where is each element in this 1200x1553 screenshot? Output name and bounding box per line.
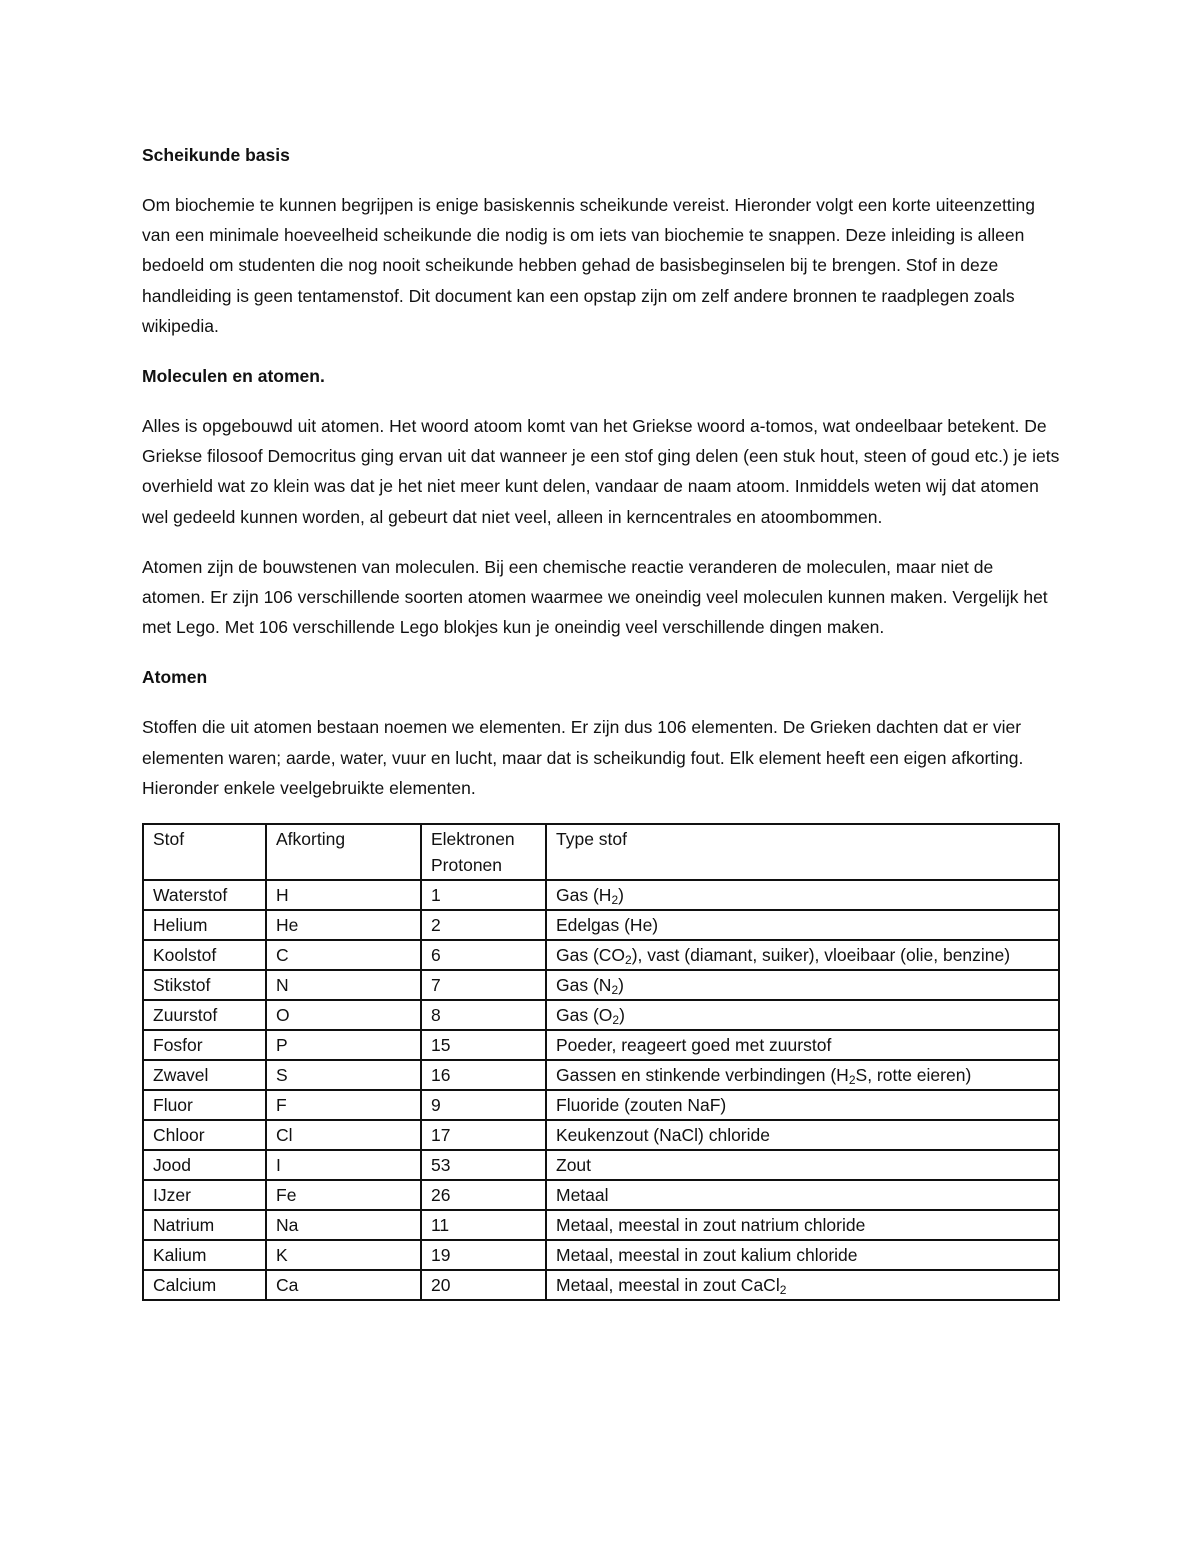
cell-nummer: 9 <box>421 1090 546 1120</box>
cell-afkorting: N <box>266 970 421 1000</box>
cell-stof: Chloor <box>143 1120 266 1150</box>
cell-stof: Kalium <box>143 1240 266 1270</box>
table-row <box>143 1030 1059 1060</box>
subscript: 2 <box>611 893 619 908</box>
type-text: Gassen en stinkende verbindingen (H <box>556 1065 849 1086</box>
cell-stof: Helium <box>143 910 266 940</box>
cell-afkorting: H <box>266 880 421 910</box>
section-heading-atomen: Atomen <box>142 667 208 688</box>
table-row <box>143 940 1059 970</box>
elements-table <box>142 823 1060 1301</box>
cell-type-stof <box>546 1030 1059 1060</box>
type-text: Metaal <box>556 1185 609 1206</box>
cell-afkorting: K <box>266 1240 421 1270</box>
cell-nummer: 16 <box>421 1060 546 1090</box>
type-text: Metaal, meestal in zout kalium chloride <box>556 1245 858 1266</box>
table-row <box>143 1240 1059 1270</box>
cell-nummer: 8 <box>421 1000 546 1030</box>
header-afkorting: Afkorting <box>266 824 421 880</box>
type-text: Keukenzout (NaCl) chloride <box>556 1125 770 1146</box>
table-row <box>143 970 1059 1000</box>
type-text: S, rotte eieren) <box>855 1065 972 1086</box>
intro-paragraph: Om biochemie te kunnen begrijpen is enige basiskennis scheikunde vereist. Hieronder volgt een korte uiteenzetting van een minimale hoeveelheid scheikunde die nodig is om iets van biochemie te snappen. Deze inleiding is alleen bedoeld om studenten die nog nooit scheikunde hebben gehad de basisbeginselen bij te brengen. Stof in deze handleiding is geen tentamenstof. Dit document kan een opstap zijn om zelf andere bronnen te raadplegen zoals wikipedia. <box>142 195 1036 336</box>
document-title: Scheikunde basis <box>142 145 290 165</box>
type-text: Metaal, meestal in zout CaCl <box>556 1275 780 1296</box>
paragraph-atomen-origin: Alles is opgebouwd uit atomen. Het woord atoom komt van het Griekse woord a-tomos, wat ondeelbaar betekent. De Griekse filosoof Democritus ging ervan uit dat wanneer je een stof ging delen (een stuk hout, steen of goud etc.) je iets overhield wat zo klein was dat je het niet meer kunt delen, vandaar de naam atoom. Inmiddels weten wij dat atomen wel gedeeld kunnen worden, al gebeurt dat niet veel, alleen in kerncentrales en atoombommen. <box>142 416 1060 527</box>
subscript: 2 <box>848 1073 856 1088</box>
header-protonen: Protonen <box>431 855 503 876</box>
cell-stof: Waterstof <box>143 880 266 910</box>
cell-afkorting: I <box>266 1150 421 1180</box>
header-elektronen-protonen <box>421 824 546 880</box>
table-row <box>143 1090 1059 1120</box>
cell-type-stof <box>546 910 1059 940</box>
document-page <box>142 140 1060 1301</box>
type-text: Gas (H <box>556 885 612 906</box>
cell-afkorting: O <box>266 1000 421 1030</box>
cell-afkorting: Ca <box>266 1270 421 1300</box>
cell-afkorting: P <box>266 1030 421 1060</box>
cell-stof: Zwavel <box>143 1060 266 1090</box>
type-text: Gas (N <box>556 975 612 996</box>
cell-afkorting: He <box>266 910 421 940</box>
table-row <box>143 1000 1059 1030</box>
table-row <box>143 1210 1059 1240</box>
cell-stof: Natrium <box>143 1210 266 1240</box>
type-text: ) <box>619 1005 625 1026</box>
type-text: ) <box>618 885 624 906</box>
header-elektronen: Elektronen <box>431 829 515 850</box>
type-text: Zout <box>556 1155 592 1176</box>
header-type-stof: Type stof <box>546 824 1059 880</box>
cell-afkorting: Fe <box>266 1180 421 1210</box>
cell-type-stof <box>546 1270 1059 1300</box>
cell-afkorting: Cl <box>266 1120 421 1150</box>
cell-type-stof <box>546 1210 1059 1240</box>
cell-nummer: 15 <box>421 1030 546 1060</box>
type-text: Gas (O <box>556 1005 613 1026</box>
cell-type-stof <box>546 940 1059 970</box>
subscript: 2 <box>779 1283 787 1298</box>
cell-nummer: 19 <box>421 1240 546 1270</box>
cell-stof: IJzer <box>143 1180 266 1210</box>
cell-nummer: 26 <box>421 1180 546 1210</box>
cell-type-stof <box>546 970 1059 1000</box>
cell-nummer: 11 <box>421 1210 546 1240</box>
cell-type-stof <box>546 1150 1059 1180</box>
cell-stof: Koolstof <box>143 940 266 970</box>
type-text: Metaal, meestal in zout natrium chloride <box>556 1215 866 1236</box>
table-row <box>143 1060 1059 1090</box>
table-row <box>143 910 1059 940</box>
type-text: Edelgas (He) <box>556 915 659 936</box>
cell-afkorting: F <box>266 1090 421 1120</box>
type-text: Poeder, reageert goed met zuurstof <box>556 1035 832 1056</box>
cell-stof: Fluor <box>143 1090 266 1120</box>
subscript: 2 <box>625 953 632 968</box>
table-row <box>143 1150 1059 1180</box>
cell-type-stof <box>546 880 1059 910</box>
cell-type-stof <box>546 1240 1059 1270</box>
section-heading-moleculen: Moleculen en atomen. <box>142 366 325 387</box>
table-header-row <box>143 824 1059 880</box>
type-text: Gas (CO <box>556 945 626 966</box>
cell-stof: Jood <box>143 1150 266 1180</box>
cell-nummer: 1 <box>421 880 546 910</box>
cell-type-stof <box>546 1120 1059 1150</box>
paragraph-bouwstenen: Atomen zijn de bouwstenen van moleculen. Bij een chemische reactie veranderen de moleculen, maar niet de atomen. Er zijn 106 verschillende soorten atomen waarmee we oneindig veel moleculen kunnen maken. Vergelijk het met Lego. Met 106 verschillende Lego blokjes kun je oneindig veel verschillende dingen maken. <box>142 556 1048 638</box>
cell-nummer: 7 <box>421 970 546 1000</box>
subscript: 2 <box>612 1013 620 1028</box>
cell-type-stof <box>546 1000 1059 1030</box>
type-text: ) <box>618 975 624 996</box>
cell-afkorting: Na <box>266 1210 421 1240</box>
cell-afkorting: S <box>266 1060 421 1090</box>
cell-nummer: 17 <box>421 1120 546 1150</box>
cell-stof: Fosfor <box>143 1030 266 1060</box>
table-row <box>143 1180 1059 1210</box>
cell-type-stof <box>546 1090 1059 1120</box>
type-text: ), vast (diamant, suiker), vloeibaar (olie, benzine) <box>631 945 1011 966</box>
cell-stof: Stikstof <box>143 970 266 1000</box>
table-row <box>143 1270 1059 1300</box>
cell-nummer: 53 <box>421 1150 546 1180</box>
cell-type-stof <box>546 1180 1059 1210</box>
type-text: Fluoride (zouten NaF) <box>556 1095 727 1116</box>
table-body <box>143 880 1059 1300</box>
cell-afkorting: C <box>266 940 421 970</box>
subscript: 2 <box>611 983 619 998</box>
cell-nummer: 6 <box>421 940 546 970</box>
table-row <box>143 1120 1059 1150</box>
cell-stof: Calcium <box>143 1270 266 1300</box>
header-stof: Stof <box>143 824 266 880</box>
table-row <box>143 880 1059 910</box>
cell-stof: Zuurstof <box>143 1000 266 1030</box>
cell-nummer: 20 <box>421 1270 546 1300</box>
cell-type-stof <box>546 1060 1059 1090</box>
paragraph-elementen: Stoffen die uit atomen bestaan noemen we elementen. Er zijn dus 106 elementen. De Grieken dachten dat er vier elementen waren; aarde, water, vuur en lucht, maar dat is scheikundig fout. Elk element heeft een eigen afkorting. Hieronder enkele veelgebruikte elementen. <box>142 717 1024 798</box>
cell-nummer: 2 <box>421 910 546 940</box>
